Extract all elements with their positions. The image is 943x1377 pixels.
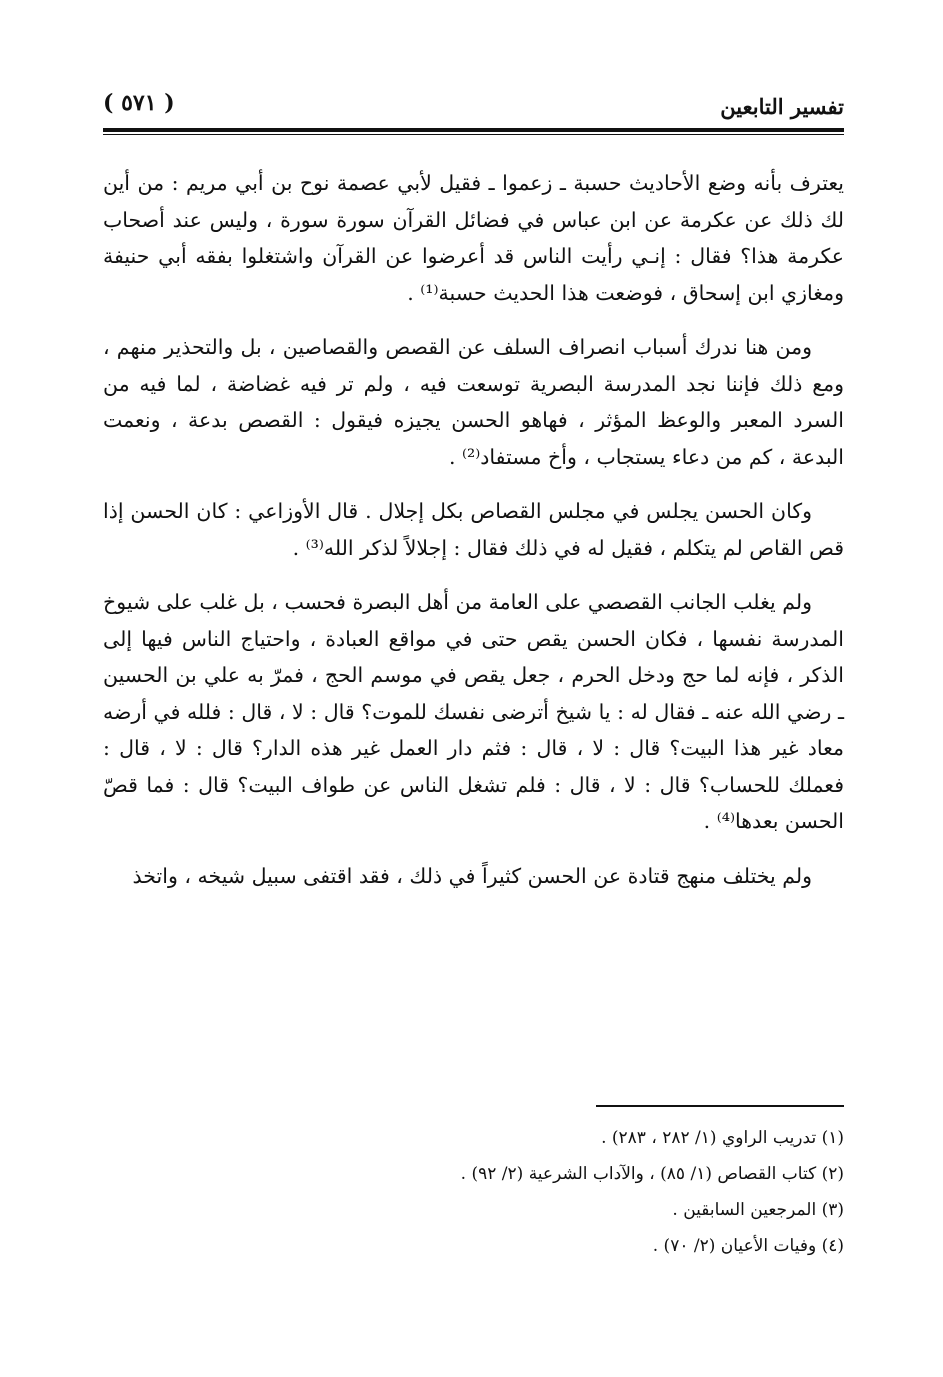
running-header bbox=[103, 90, 844, 126]
footnote-4: (٤) وفيات الأعيان (٢/ ٧٠) . bbox=[652, 1236, 844, 1256]
footnotes bbox=[103, 1120, 844, 1264]
paragraph-4: ولم يغلب الجانب القصصي على العامة من أهل البصرة فحسب ، بل غلب على شيوخ المدرسة نفسها ، فكان الحسن يقص حتى في مواقع العبادة ، واحتياج الناس فيها إلى الذكر ، فإنه لما حج ودخل الحرم ، جعل يقص في موسم الحج ، فمرّ به علي بن الحسين ـ رضي الله عنه ـ فقال له : يا شيخ أترضى نفسك للموت؟ قال : لا ، قال : فلله في أرضه معاد غير هذا البيت؟ قال : لا ، قال : فثم دار العمل غير هذه الدار؟ قال : لا ، قال : فعملك للحساب؟ قال : لا ، قال : فلم تشغل الناس عن طواف البيت؟ قال : فما قصّ الحسن بعدها⁽⁴⁾ . bbox=[103, 590, 844, 833]
body-text bbox=[103, 165, 844, 912]
footnote-1: (١) تدريب الراوي (١/ ٢٨٢ ، ٢٨٣) . bbox=[601, 1128, 844, 1148]
paragraph-2: ومن هنا ندرك أسباب انصراف السلف عن القصص والقصاصين ، بل والتحذير منهم ، ومع ذلك فإننا نجد المدرسة البصرية توسعت فيه ، ولم تر فيه غضاضة ، لما فيه من السرد المعبر والوعظ المؤثر ، فهاهو الحسن يجيزه فيقول : القصص بدعة ، ونعمت البدعة ، كم من دعاء يستجاب ، وأخ مستفاد⁽²⁾ . bbox=[103, 335, 844, 469]
footnote-2: (٢) كتاب القصاص (١/ ٨٥) ، والآداب الشرعية (٢/ ٩٢) . bbox=[460, 1164, 844, 1184]
paragraph-5: ولم يختلف منهج قتادة عن الحسن كثيراً في ذلك ، فقد اقتفى سبيل شيخه ، واتخذ bbox=[132, 863, 812, 888]
paragraph-1: يعترف بأنه وضع الأحاديث حسبة ـ زعموا ـ فقيل لأبي عصمة نوح بن أبي مريم : من أين لك ذلك عن عكرمة عن ابن عباس في فضائل القرآن سورة سورة ، وليس عند أصحاب عكرمة هذا؟ فقال : إنـي رأيت الناس قد أعرضوا عن القرآن واشتغلوا بفقه أبي حنيفة ومغازي ابن إسحاق ، فوضعت هذا الحديث حسبة⁽¹⁾ . bbox=[103, 171, 844, 305]
header-rule-thin bbox=[103, 134, 844, 135]
footnote-3: (٣) المرجعين السابقين . bbox=[672, 1200, 844, 1220]
page-number: ( ٥٧١ ) bbox=[103, 90, 175, 116]
paragraph-3: وكان الحسن يجلس في مجلس القصاص بكل إجلال . قال الأوزاعي : كان الحسن إذا قص القاص لم يتكلم ، فقيل له في ذلك فقال : إجلالاً لذكر الله⁽³⁾ . bbox=[103, 499, 844, 560]
header-rule-thick bbox=[103, 128, 844, 132]
footnote-separator bbox=[596, 1105, 844, 1107]
header-title: تفسير التابعين bbox=[720, 94, 844, 119]
